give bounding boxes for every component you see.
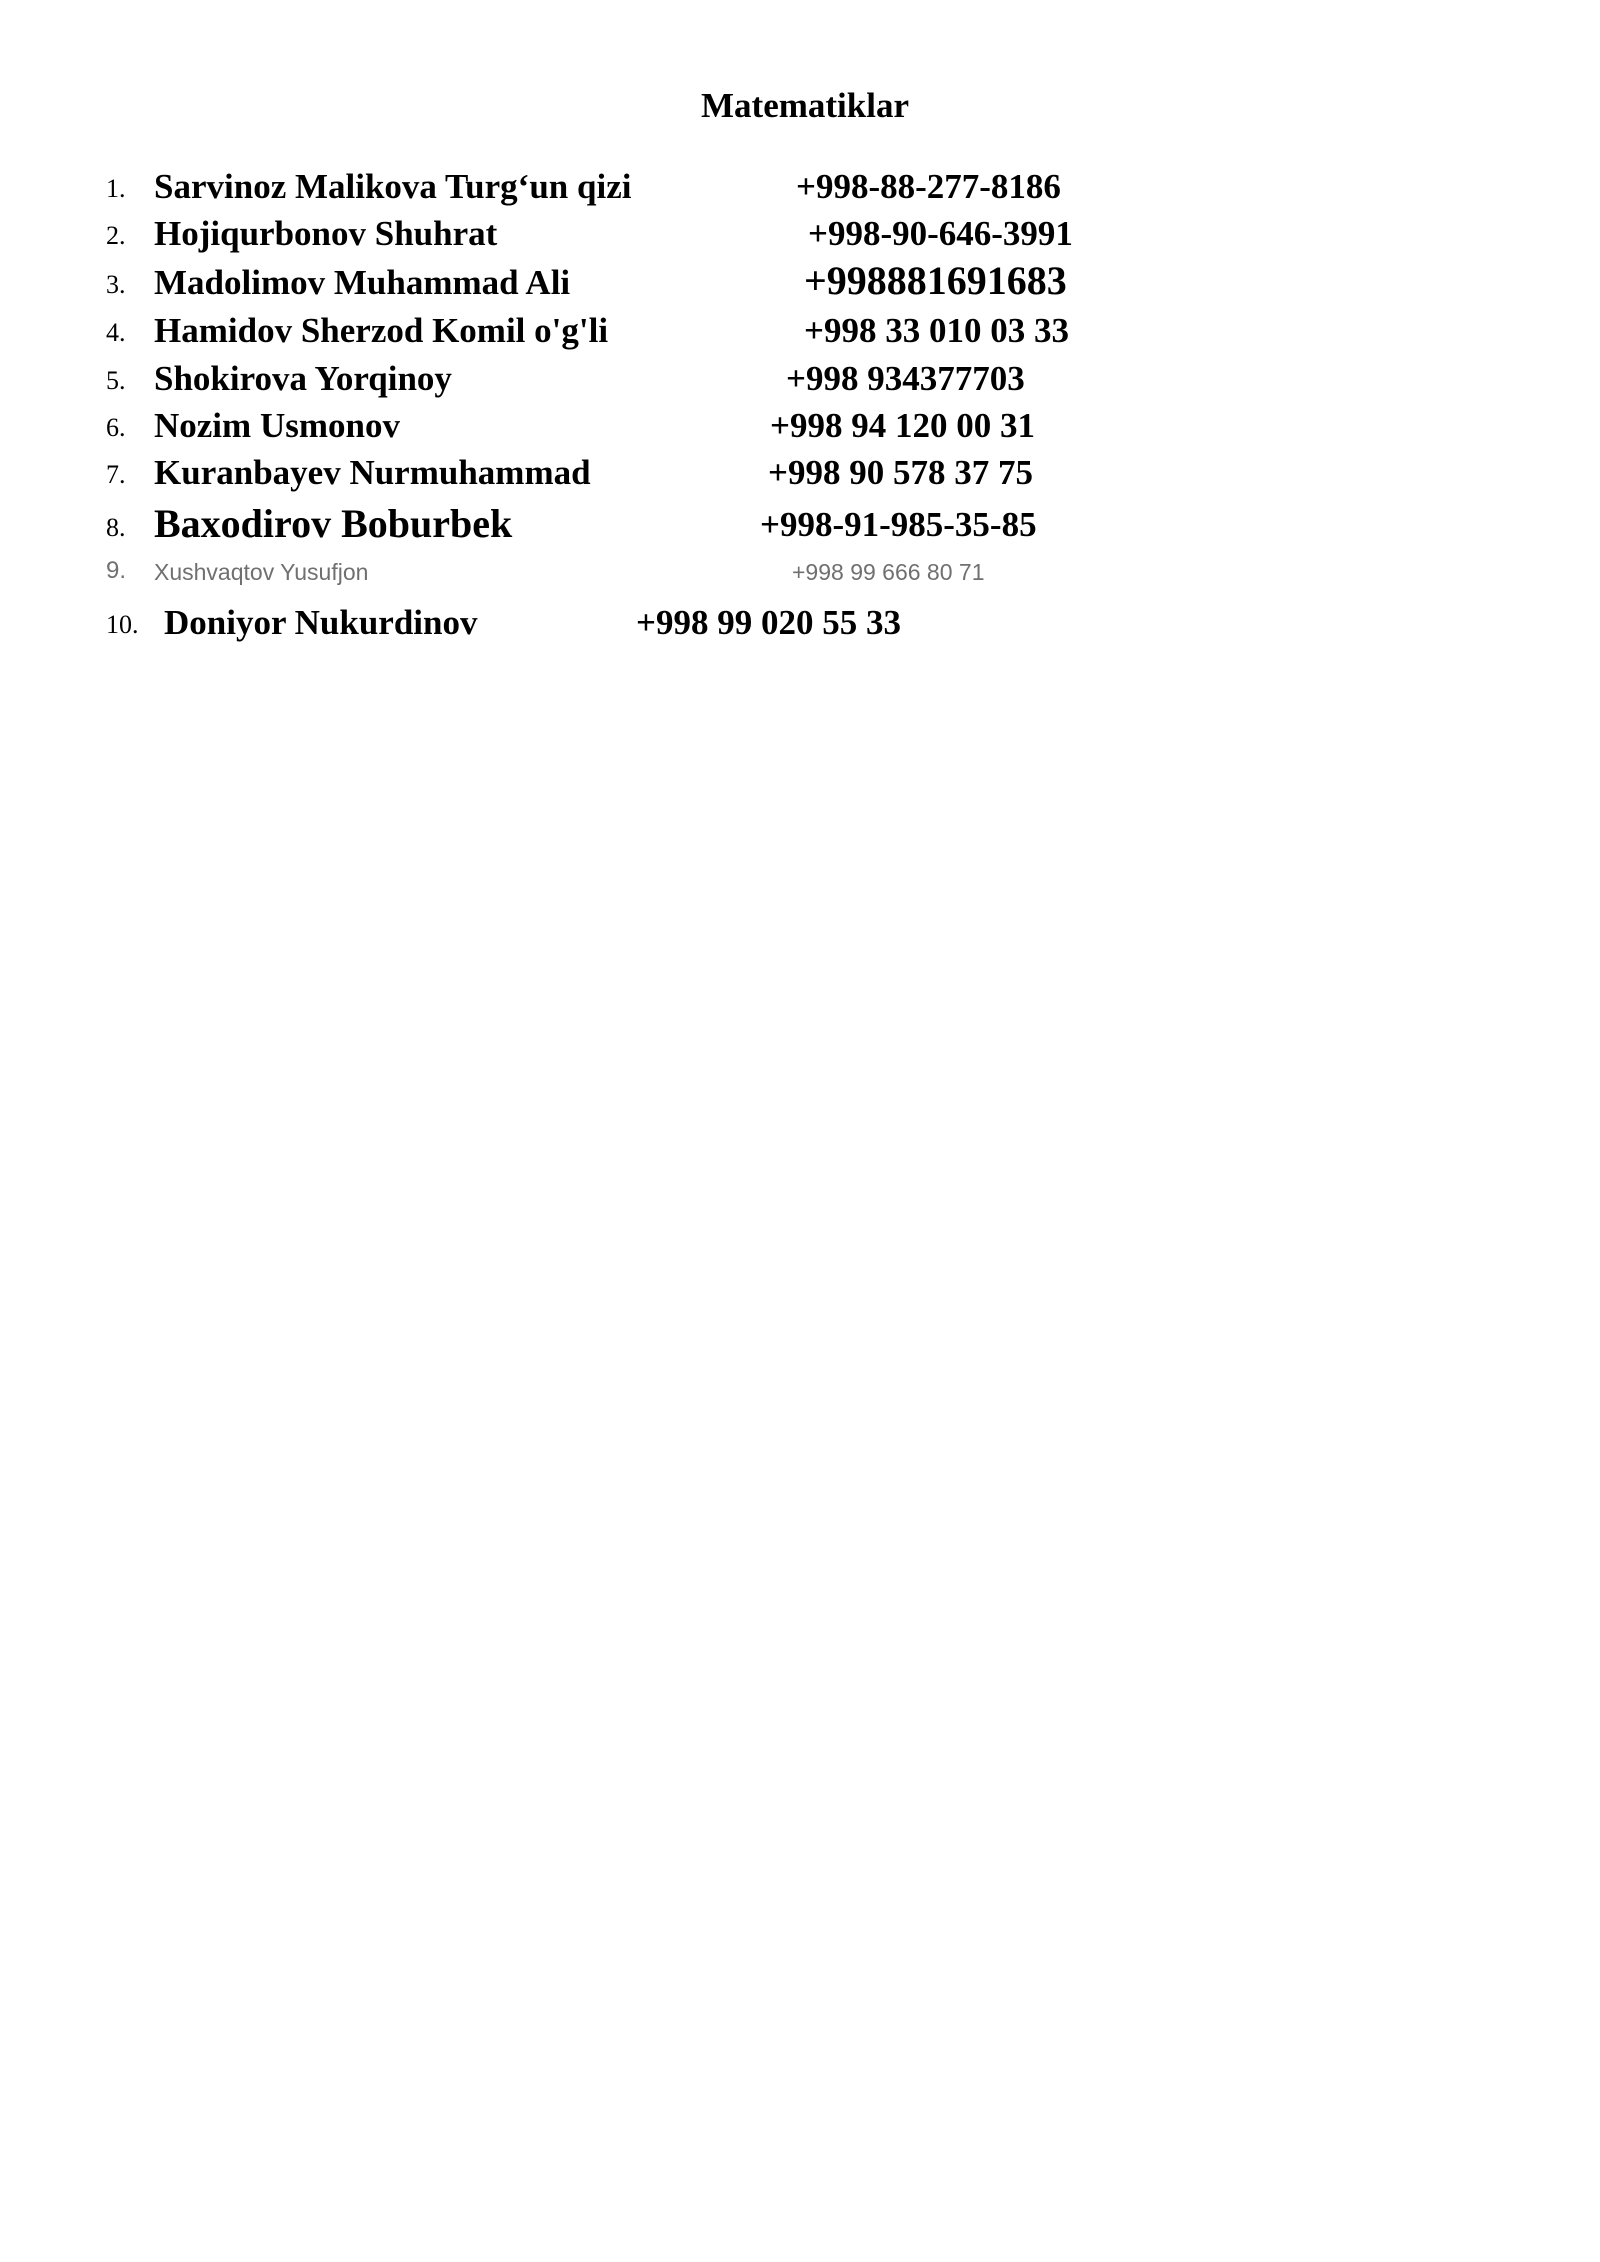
list-item-number: 8. [106, 513, 126, 542]
list-item-phone: +998 90 578 37 75 [768, 453, 1033, 492]
list-item-phone: +998-88-277-8186 [796, 167, 1061, 206]
list-item-number: 4. [106, 318, 126, 347]
list-item-phone: +998 33 010 03 33 [804, 311, 1069, 350]
list-item-name: Kuranbayev Nurmuhammad [154, 453, 591, 492]
list-item-phone: +998 99 666 80 71 [792, 559, 985, 585]
list-item-phone: +998 99 020 55 33 [636, 603, 901, 642]
list-item-name: Xushvaqtov Yusufjon [154, 559, 369, 585]
list-item-name: Shokirova Yorqinoy [154, 359, 452, 398]
list-item-number: 5. [106, 366, 126, 395]
list-item-phone: +998 934377703 [786, 359, 1025, 398]
list-item-name: Hamidov Sherzod Komil o'g'li [154, 311, 609, 350]
list-item-number: 9. [106, 557, 127, 584]
list-item-name: Madolimov Muhammad Ali [154, 263, 571, 302]
list-item-number: 10. [106, 610, 139, 639]
list-item-number: 2. [106, 221, 126, 250]
list-item-number: 7. [106, 460, 126, 489]
list-item-phone: +998881691683 [804, 258, 1067, 303]
list-item-number: 1. [106, 174, 126, 203]
list-item-name: Baxodirov Boburbek [154, 501, 513, 546]
list-item-name: Sarvinoz Malikova Turg‘un qizi [154, 167, 632, 206]
list-item-phone: +998 94 120 00 31 [770, 406, 1035, 445]
page-title: Matematiklar [701, 86, 909, 125]
list-item-name: Nozim Usmonov [154, 406, 400, 445]
list-item-number: 3. [106, 270, 126, 299]
list-item-name: Hojiqurbonov Shuhrat [154, 214, 498, 253]
list-item-number: 6. [106, 413, 126, 442]
list-item-name: Doniyor Nukurdinov [164, 603, 478, 642]
list-item-phone: +998-91-985-35-85 [760, 505, 1037, 544]
list-item-phone: +998-90-646-3991 [808, 214, 1073, 253]
